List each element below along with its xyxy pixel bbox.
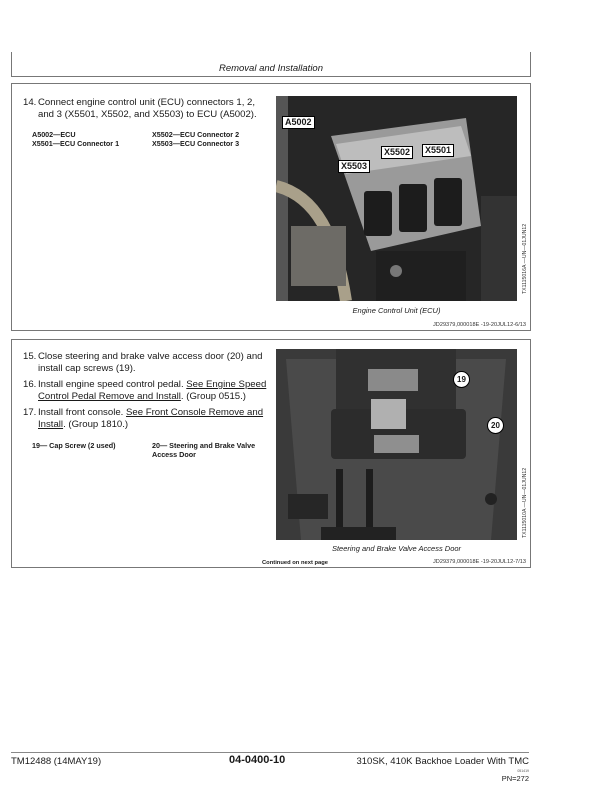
step-number: 14. — [23, 97, 37, 108]
access-door-photo-illustration — [276, 349, 517, 540]
legend-x5501: X5501—ECU Connector 1 — [32, 139, 120, 148]
step-text: Install front console. — [38, 407, 126, 418]
steps-15-17-section — [11, 339, 531, 568]
legend-x5502: X5502—ECU Connector 2 — [152, 130, 240, 139]
step-number: 16. — [23, 379, 37, 390]
step-number: 17. — [23, 407, 37, 418]
figure-id: TX1115010A —UN—01JUN12 — [522, 467, 528, 538]
callout-x5503: X5503 — [338, 160, 370, 173]
callout-19: 19 — [453, 371, 470, 388]
access-door-photo — [276, 349, 517, 540]
step-text: Connect engine control unit (ECU) connectors 1, 2, and 3 (X5501, X5502, and X5503) to ECU (A5002). — [38, 97, 257, 120]
page-number: 04-0400-10 — [229, 754, 286, 766]
step-14 — [23, 97, 273, 121]
pn-number: PN=272 — [501, 774, 529, 783]
footer-divider — [11, 752, 529, 753]
callout-x5501: X5501 — [422, 144, 454, 157]
legend-19: 19— Cap Screw (2 used) — [32, 441, 116, 450]
step-number: 15. — [23, 351, 37, 362]
section-title: Removal and Installation — [218, 63, 324, 74]
step-text-group: . (Group 1810.) — [63, 419, 129, 430]
step-16 — [23, 379, 273, 403]
continued-note: Continued on next page — [262, 560, 329, 566]
section-header — [11, 52, 531, 77]
figure-caption: Engine Control Unit (ECU) — [352, 306, 441, 315]
legend-a5002: A5002—ECU — [32, 130, 76, 139]
step-text: Close steering and brake valve access door (20) and install cap screws (19). — [38, 351, 263, 374]
front-console-link[interactable]: See Front Console Remove and Install — [38, 407, 264, 430]
figure-id: TX1115016A —UN—01JUN12 — [522, 223, 528, 294]
reference-id: JD29379,000018E -19-20JUL12-6/13 — [433, 322, 526, 328]
callout-a5002: A5002 — [282, 116, 315, 129]
step-17 — [23, 407, 273, 431]
product-name: 310SK, 410K Backhoe Loader With TMC — [356, 756, 529, 767]
callout-20: 20 — [487, 417, 504, 434]
step-15 — [23, 351, 273, 375]
step-text-group: . (Group 0515.) — [180, 391, 246, 402]
ecu-photo — [276, 96, 517, 301]
legend-x5503: X5503—ECU Connector 3 — [152, 139, 240, 148]
step-14-section — [11, 83, 531, 331]
legend-20: 20— Steering and Brake Valve Access Door — [152, 441, 256, 459]
figure-caption: Steering and Brake Valve Access Door — [331, 544, 462, 553]
callout-x5502: X5502 — [381, 146, 413, 159]
reference-id: JD29379,000018E -19-20JUL12-7/13 — [433, 559, 526, 565]
footer-code: 051419 — [517, 769, 529, 773]
manual-id: TM12488 (14MAY19) — [11, 756, 102, 767]
step-text: Install engine speed control pedal. — [38, 379, 187, 390]
engine-speed-pedal-link[interactable]: See Engine Speed Control Pedal Remove and Install — [38, 379, 267, 402]
